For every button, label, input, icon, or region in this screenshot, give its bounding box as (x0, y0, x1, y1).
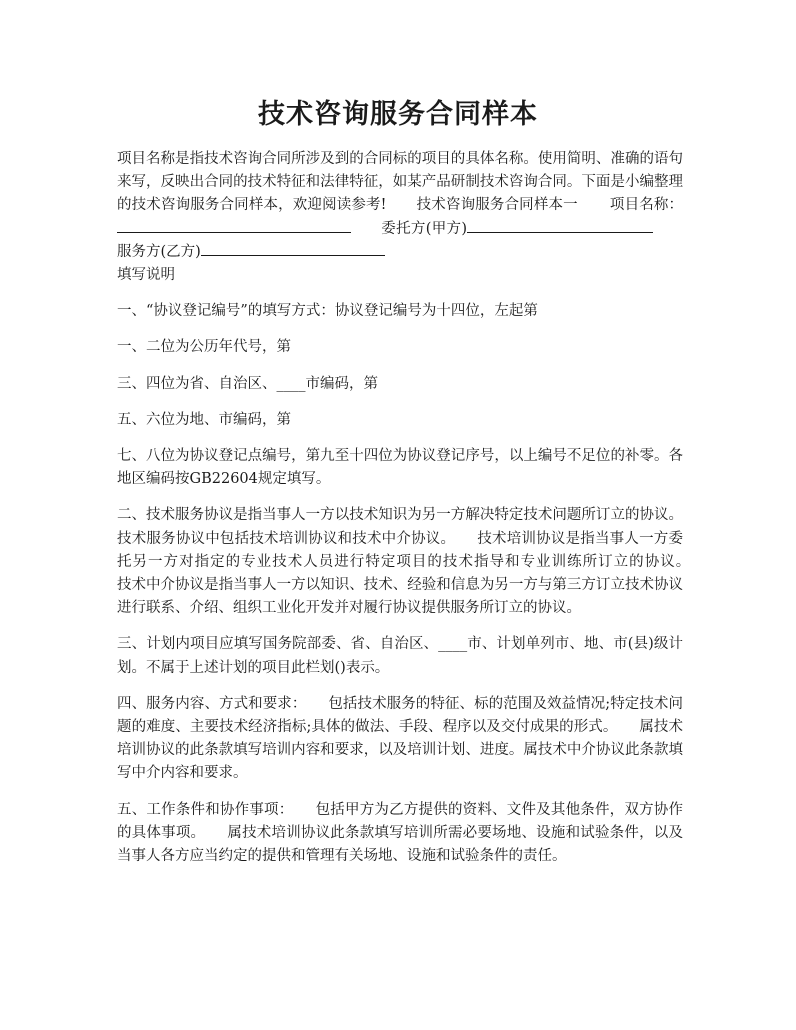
instruction-paragraph: 二、技术服务协议是指当事人一方以技术知识为另一方解决特定技术问题所订立的协议。技术服务协议中包括技术培训协议和技术中介协议。 技术培训协议是指当事人一方委托另一方对指定的专业技术人员进行特定项目的技术指导和专业训练所订立的协议。 技术中介协议是指当事人一方以知识、技术、经验和信息为另一方与第三方订立技术协议进行联系、介绍、组织工业化开发并对履行协议提供服务所订立的协议。 (117, 507, 712, 617)
instruction-paragraph: 三、四位为省、自治区、____市编码，第 (117, 375, 378, 392)
instruction-paragraph: 七、八位为协议登记点编号，第九至十四位为协议登记序号，以上编号不足位的补零。各地区编码按GB22604规定填写。 (117, 448, 683, 488)
client-blank (467, 218, 653, 233)
instructions-heading: 填写说明 (117, 267, 175, 284)
instruction-paragraph: 三、计划内项目应填写国务院部委、省、自治区、____市、计划单列市、地、市(县)级计划。不属于上述计划的项目此栏划()表示。 (117, 636, 683, 676)
document-title: 技术咨询服务合同样本 (258, 99, 538, 130)
project-name-label: 项目名称： (609, 197, 684, 214)
provider-blank (201, 241, 385, 256)
instruction-paragraph: 五、六位为地、市编码，第 (117, 411, 291, 428)
intro-text: 项目名称是指技术咨询合同所涉及到的合同标的项目的具体名称。使用简明、准确的语句来写，反映出合同的技术特征和法律特征，如某产品研制技术咨询合同。下面是小编整理的技术咨询服务合同样本，欢迎阅读参考! (117, 151, 683, 214)
instruction-paragraph: 一、二位为公历年代号，第 (117, 339, 291, 356)
instruction-paragraph: 四、服务内容、方式和要求： 包括技术服务的特征、标的范围及效益情况;特定技术问题的难度、主要技术经济指标;具体的做法、手段、程序以及交付成果的形式。 属技术培训协议的此条款填写培训内容和要求，以及培训计划、进度。属技术中介协议此条款填写中介内容和要求。 (117, 695, 683, 782)
project-name-blank (117, 218, 351, 233)
instruction-paragraph: 五、工作条件和协作事项： 包括甲方为乙方提供的资料、文件及其他条件，双方协作的具体事项。 属技术培训协议此条款填写培训所需必要场地、设施和试验条件，以及当事人各方应当约定的提供和管理有关场地、设施和试验条件的责任。 (117, 801, 683, 865)
provider-label: 服务方(乙方) (117, 243, 201, 260)
client-label: 委托方(甲方) (381, 220, 467, 237)
document-body (117, 148, 712, 881)
instruction-paragraph: 一、“协议登记编号”的填写方式：协议登记编号为十四位，左起第 (117, 303, 538, 320)
intro-block (117, 148, 683, 264)
sample-heading: 技术咨询服务合同样本一 (416, 197, 578, 214)
